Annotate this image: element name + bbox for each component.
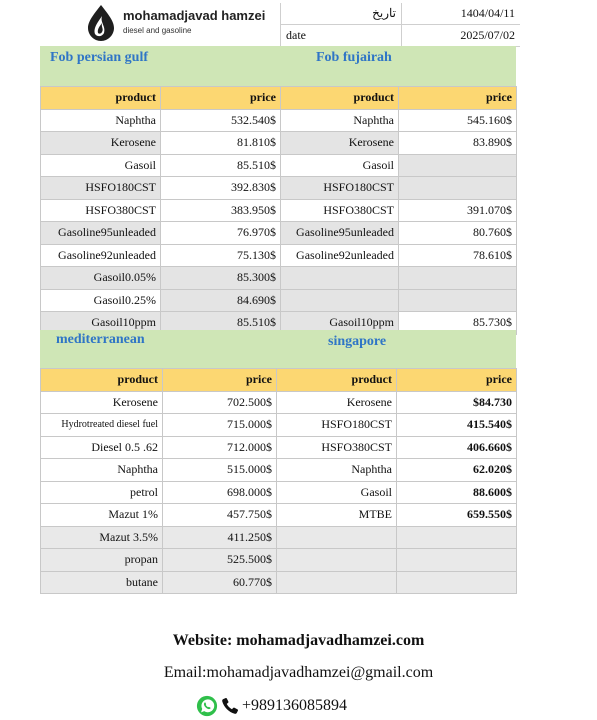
- table-row: [281, 132, 517, 155]
- product-cell: Naphtha: [41, 459, 163, 482]
- price-cell: 62.020$: [397, 459, 517, 482]
- price-cell: 60.770$: [163, 571, 277, 594]
- brand-tagline: diesel and gasoline: [123, 26, 192, 35]
- product-cell: Gasoil10ppm: [281, 312, 399, 335]
- table-row: [277, 571, 517, 594]
- table-row: [277, 391, 517, 414]
- price-cell: 715.000$: [163, 414, 277, 437]
- product-cell: Naphtha: [277, 459, 397, 482]
- table-row: [277, 481, 517, 504]
- product-cell: Kerosene: [41, 391, 163, 414]
- price-cell: 85.510$: [161, 312, 281, 335]
- price-cell: 81.810$: [161, 132, 281, 155]
- price-cell: 411.250$: [163, 526, 277, 549]
- table-header-row: [41, 87, 281, 110]
- table-row: [281, 154, 517, 177]
- table-row: [41, 549, 277, 572]
- whatsapp-icon[interactable]: [196, 695, 218, 717]
- product-cell: HSFO380CST: [41, 199, 161, 222]
- table-row: [41, 436, 277, 459]
- footer-email[interactable]: Email:mohamadjavadhamzei@gmail.com: [163, 664, 434, 681]
- table-row: [41, 154, 281, 177]
- product-cell: Mazut 3.5%: [41, 526, 163, 549]
- price-cell: [399, 177, 517, 200]
- product-cell: Gasoil0.05%: [41, 267, 161, 290]
- price-cell: 659.550$: [397, 504, 517, 527]
- table-row: [41, 109, 281, 132]
- phone-icon[interactable]: [220, 696, 240, 716]
- gregorian-date-label: date: [281, 25, 402, 47]
- table-row: [41, 267, 281, 290]
- column-header-price: price: [163, 369, 277, 392]
- product-cell: propan: [41, 549, 163, 572]
- product-cell: [281, 267, 399, 290]
- mediterranean-table: [40, 368, 277, 594]
- price-cell: 391.070$: [399, 199, 517, 222]
- footer-contact: [196, 695, 347, 717]
- table-row: [281, 222, 517, 245]
- column-header-price: price: [399, 87, 517, 110]
- footer-website[interactable]: Website: mohamadjavadhamzei.com: [172, 632, 425, 649]
- price-cell: 515.000$: [163, 459, 277, 482]
- price-cell: 415.540$: [397, 414, 517, 437]
- price-cell: [397, 526, 517, 549]
- table-row: [277, 526, 517, 549]
- product-cell: butane: [41, 571, 163, 594]
- fob-persian-gulf-title: Fob persian gulf: [50, 50, 149, 65]
- price-cell: 712.000$: [163, 436, 277, 459]
- fob-fujairah-table: [280, 86, 517, 335]
- product-cell: Gasoil10ppm: [41, 312, 161, 335]
- singapore-table: [276, 368, 517, 594]
- product-cell: Naphtha: [281, 109, 399, 132]
- table-row: [277, 414, 517, 437]
- table-row: [277, 459, 517, 482]
- fob-persian-gulf-table: [40, 86, 281, 335]
- price-cell: [399, 289, 517, 312]
- product-cell: HSFO180CST: [277, 414, 397, 437]
- price-cell: 83.890$: [399, 132, 517, 155]
- product-cell: Gasoline92unleaded: [281, 244, 399, 267]
- table-row: [281, 289, 517, 312]
- table-row: [41, 526, 277, 549]
- product-cell: Gasoil: [277, 481, 397, 504]
- price-cell: 76.970$: [161, 222, 281, 245]
- table-row: [41, 459, 277, 482]
- brand-logo-icon: [85, 4, 117, 42]
- product-cell: HSFO380CST: [281, 199, 399, 222]
- table-row: [277, 436, 517, 459]
- table-row: [41, 222, 281, 245]
- price-cell: 525.500$: [163, 549, 277, 572]
- product-cell: Mazut 1%: [41, 504, 163, 527]
- column-header-product: product: [281, 87, 399, 110]
- product-cell: Gasoil: [281, 154, 399, 177]
- price-cell: 80.760$: [399, 222, 517, 245]
- price-cell: 702.500$: [163, 391, 277, 414]
- product-cell: Gasoline92unleaded: [41, 244, 161, 267]
- price-cell: [397, 571, 517, 594]
- product-cell: HSFO180CST: [281, 177, 399, 200]
- price-cell: 392.830$: [161, 177, 281, 200]
- price-cell: [399, 154, 517, 177]
- column-header-product: product: [41, 369, 163, 392]
- product-cell: Kerosene: [41, 132, 161, 155]
- product-cell: MTBE: [277, 504, 397, 527]
- price-cell: 85.510$: [161, 154, 281, 177]
- column-header-product: product: [41, 87, 161, 110]
- product-cell: Naphtha: [41, 109, 161, 132]
- table-row: [41, 177, 281, 200]
- table-row: [281, 109, 517, 132]
- product-cell: Gasoline95unleaded: [41, 222, 161, 245]
- product-cell: [277, 549, 397, 572]
- fob-fujairah-title: Fob fujairah: [316, 50, 392, 65]
- brand-logo: [83, 2, 279, 44]
- singapore-title: singapore: [328, 334, 387, 349]
- product-cell: HSFO180CST: [41, 177, 161, 200]
- product-cell: [277, 526, 397, 549]
- table-row: [277, 504, 517, 527]
- price-cell: [399, 267, 517, 290]
- table-row: [41, 391, 277, 414]
- product-cell: [281, 289, 399, 312]
- column-header-price: price: [397, 369, 517, 392]
- table-row: [277, 549, 517, 572]
- brand-name: mohamadjavad hamzei: [123, 8, 266, 23]
- price-cell: 88.600$: [397, 481, 517, 504]
- price-cell: 78.610$: [399, 244, 517, 267]
- gregorian-date: 2025/07/02: [402, 25, 521, 47]
- table-row: [41, 571, 277, 594]
- price-cell: [397, 549, 517, 572]
- product-cell: Kerosene: [277, 391, 397, 414]
- table-row: [41, 504, 277, 527]
- price-cell: 75.130$: [161, 244, 281, 267]
- column-header-product: product: [277, 369, 397, 392]
- price-cell: $84.730: [397, 391, 517, 414]
- table-row: [281, 244, 517, 267]
- price-cell: 85.730$: [399, 312, 517, 335]
- table-row: [41, 414, 277, 437]
- footer-phone[interactable]: +989136085894: [242, 697, 348, 714]
- table-row: [41, 481, 277, 504]
- product-cell: Kerosene: [281, 132, 399, 155]
- table-header-row: [277, 369, 517, 392]
- table-header-row: [41, 369, 277, 392]
- product-cell: petrol: [41, 481, 163, 504]
- table-row: [281, 267, 517, 290]
- column-header-price: price: [161, 87, 281, 110]
- table-header-row: [281, 87, 517, 110]
- price-cell: 383.950$: [161, 199, 281, 222]
- product-cell: Gasoil0.25%: [41, 289, 161, 312]
- product-cell: HSFO380CST: [277, 436, 397, 459]
- table-row: [41, 244, 281, 267]
- table-row: [41, 289, 281, 312]
- table-row: [41, 132, 281, 155]
- persian-date: 1404/04/11: [402, 3, 521, 25]
- mediterranean-title: mediterranean: [56, 332, 145, 347]
- product-cell: Gasoil: [41, 154, 161, 177]
- price-cell: 532.540$: [161, 109, 281, 132]
- price-cell: 457.750$: [163, 504, 277, 527]
- table-row: [281, 199, 517, 222]
- price-cell: 84.690$: [161, 289, 281, 312]
- price-cell: 406.660$: [397, 436, 517, 459]
- product-cell: [277, 571, 397, 594]
- price-cell: 545.160$: [399, 109, 517, 132]
- table-row: [281, 177, 517, 200]
- product-cell: Gasoline95unleaded: [281, 222, 399, 245]
- price-cell: 698.000$: [163, 481, 277, 504]
- date-table: [280, 3, 520, 47]
- product-cell: Hydrotreated diesel fuel: [41, 414, 163, 437]
- table-row: [41, 199, 281, 222]
- price-cell: 85.300$: [161, 267, 281, 290]
- product-cell: Diesel 0.5 .62: [41, 436, 163, 459]
- persian-date-label: تاریخ: [281, 3, 402, 25]
